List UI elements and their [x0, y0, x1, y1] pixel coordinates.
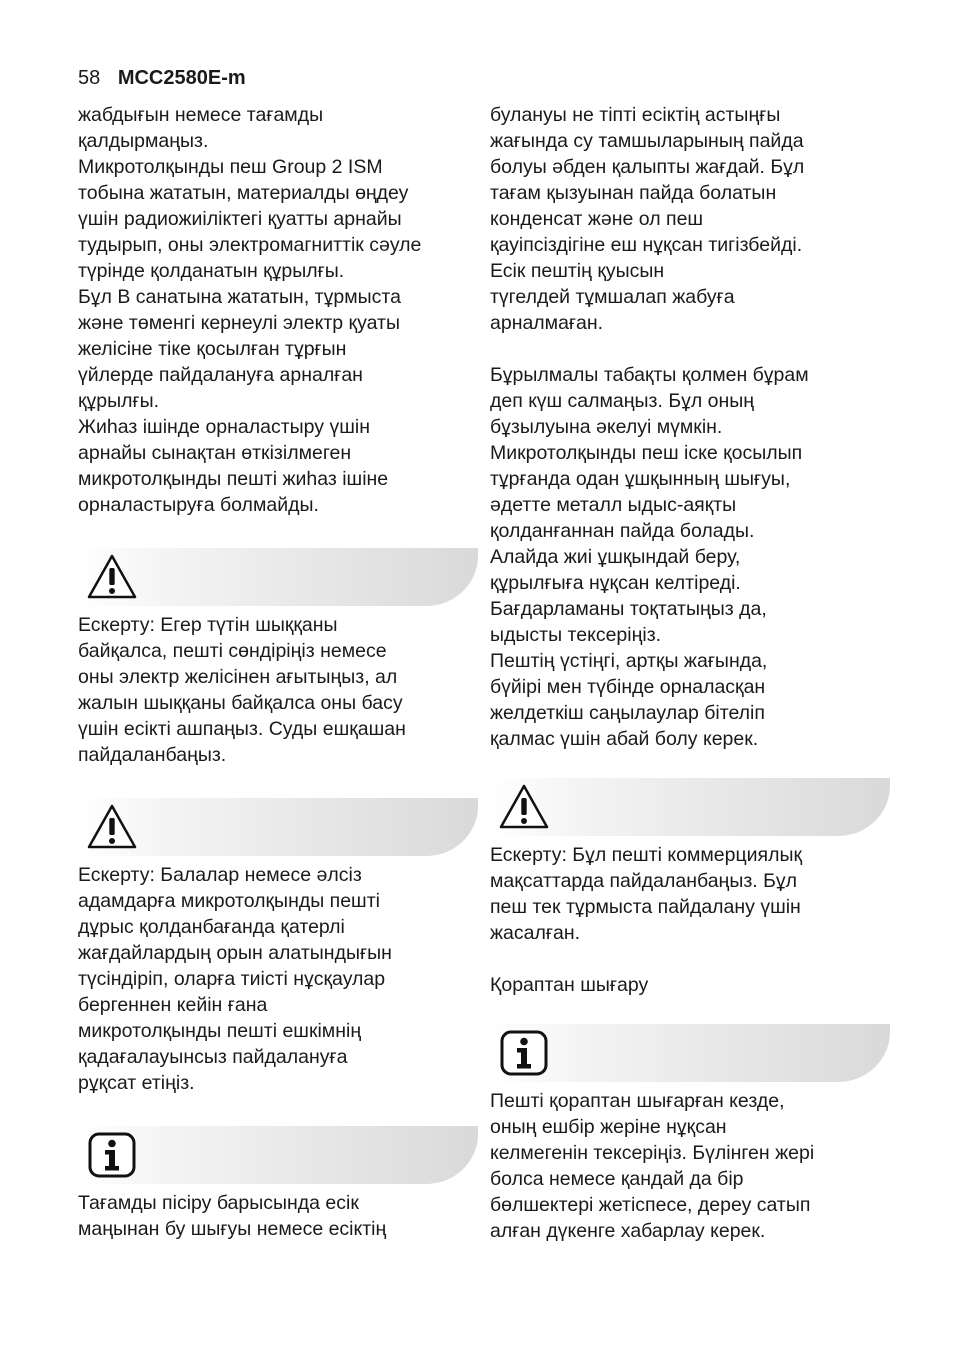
warning-text-2: Ескерту: Балалар немесе әлсіз адамдарға микротолқынды пешті дұрыс қолданбағанда қатерлі жағдайлардың орын алатындығын түсіндіріп, оларға тиісті нұсқаулар бергеннен кейін ғана микротолқынды пешті ешкімнің қадағалауынсыз пайдалануға рұқсат етіңіз.: [78, 864, 392, 1094]
info-icon: [86, 1131, 138, 1179]
page-header: [78, 66, 246, 90]
section-title: Қораптан шығару: [490, 974, 649, 996]
right-column: [490, 102, 890, 1244]
info-text-2: Пешті қораптан шығарған кезде, оның ешбір жеріне нұқсан келмегенін тексеріңіз. Бүлінген жері болса немесе қандай да бір бөлшектері жетіспесе, дереу сатып алған дүкенге хабарлау керек.: [490, 1090, 815, 1242]
page-number: 58: [78, 67, 101, 89]
right-paragraph-4: Пештің үстіңгі, артқы жағында, бүйірі мен түбінде орналасқан желдеткіш саңылаулар бітеліп қалмас үшін абай болу керек.: [490, 650, 768, 750]
left-paragraph-3: Бұл B санатына жататын, тұрмыста және төменгі кернеулі электр қуаты желісіне тіке қосылған тұрғын үйлерде пайдалануға арналған құрылғы.: [78, 286, 401, 412]
left-paragraph-2: Микротолқынды пеш Group 2 ISM тобына жататын, материалды өңдеу үшін радиожиіліктегі қуатты арнайы тудырып, оны электромагниттік сәуле түрінде қолданатын құрылғы.: [78, 156, 422, 282]
warning-triangle-icon: [86, 553, 138, 601]
warning-triangle-icon: [86, 803, 138, 851]
warning-banner-3: [490, 778, 890, 836]
info-icon: [498, 1029, 550, 1077]
info-banner-1: [78, 1126, 478, 1184]
right-paragraph-3: Микротолқынды пеш іске қосылып тұрғанда одан ұшқынның шығуы, әдетте металл ыдыс-аяқты қолданғаннан пайда болады. Алайда жиі ұшқындай беру, құрылғыға нұқсан келтіреді. Бағдарламаны тоқтатыңыз да, ыдысты тексеріңіз.: [490, 442, 803, 646]
spacer: [78, 1096, 478, 1126]
warning-banner-1: [78, 548, 478, 606]
warning-triangle-icon: [498, 783, 550, 831]
spacer: [78, 768, 478, 798]
right-paragraph-1: булануы не тіпті есіктің астыңғы жағында су тамшыларының пайда болуы әбден қалыпты жағдай. Бұл тағам қызуынан пайда болатын конденсат және ол пеш қауіпсіздігіне еш нұқсан тигізбейді. Есік пештің қуысын түгелдей тұмшалап жабуға арналмаған.: [490, 104, 805, 334]
left-paragraph-4: Жиһаз ішінде орналастыру үшін арнайы сынақтан өткізілмеген микротолқынды пешті жиһаз ішіне орналастыруға болмайды.: [78, 416, 389, 516]
warning-text-3: Ескерту: Бұл пешті коммерциялық мақсаттарда пайдаланбаңыз. Бұл пеш тек тұрмыста пайдалану үшін жасалған.: [490, 844, 802, 944]
model-name: MCC2580E-m: [117, 67, 246, 89]
left-column: [78, 102, 478, 1242]
info-text-1: Тағамды пісіру барысында есік маңынан бу шығуы немесе есіктің: [78, 1192, 387, 1240]
right-paragraph-2: Бұрылмалы табақты қолмен бұрам деп күш салмаңыз. Бұл оның бұзылуына әкелуі мүмкін.: [490, 364, 809, 438]
spacer: [490, 752, 890, 778]
spacer: [78, 518, 478, 548]
spacer: [490, 998, 890, 1024]
warning-text-1: Ескерту: Егер түтін шыққаны байқалса, пешті сөндіріңіз немесе оны электр желісінен ағытыңыз, ал жалын шыққаны байқалса оны басу үшін есікті ашпаңыз. Суды ешқашан пайдаланбаңыз.: [78, 614, 406, 766]
warning-banner-2: [78, 798, 478, 856]
info-banner-2: [490, 1024, 890, 1082]
left-paragraph-1: жабдығын немесе тағамды қалдырмаңыз.: [78, 104, 324, 152]
